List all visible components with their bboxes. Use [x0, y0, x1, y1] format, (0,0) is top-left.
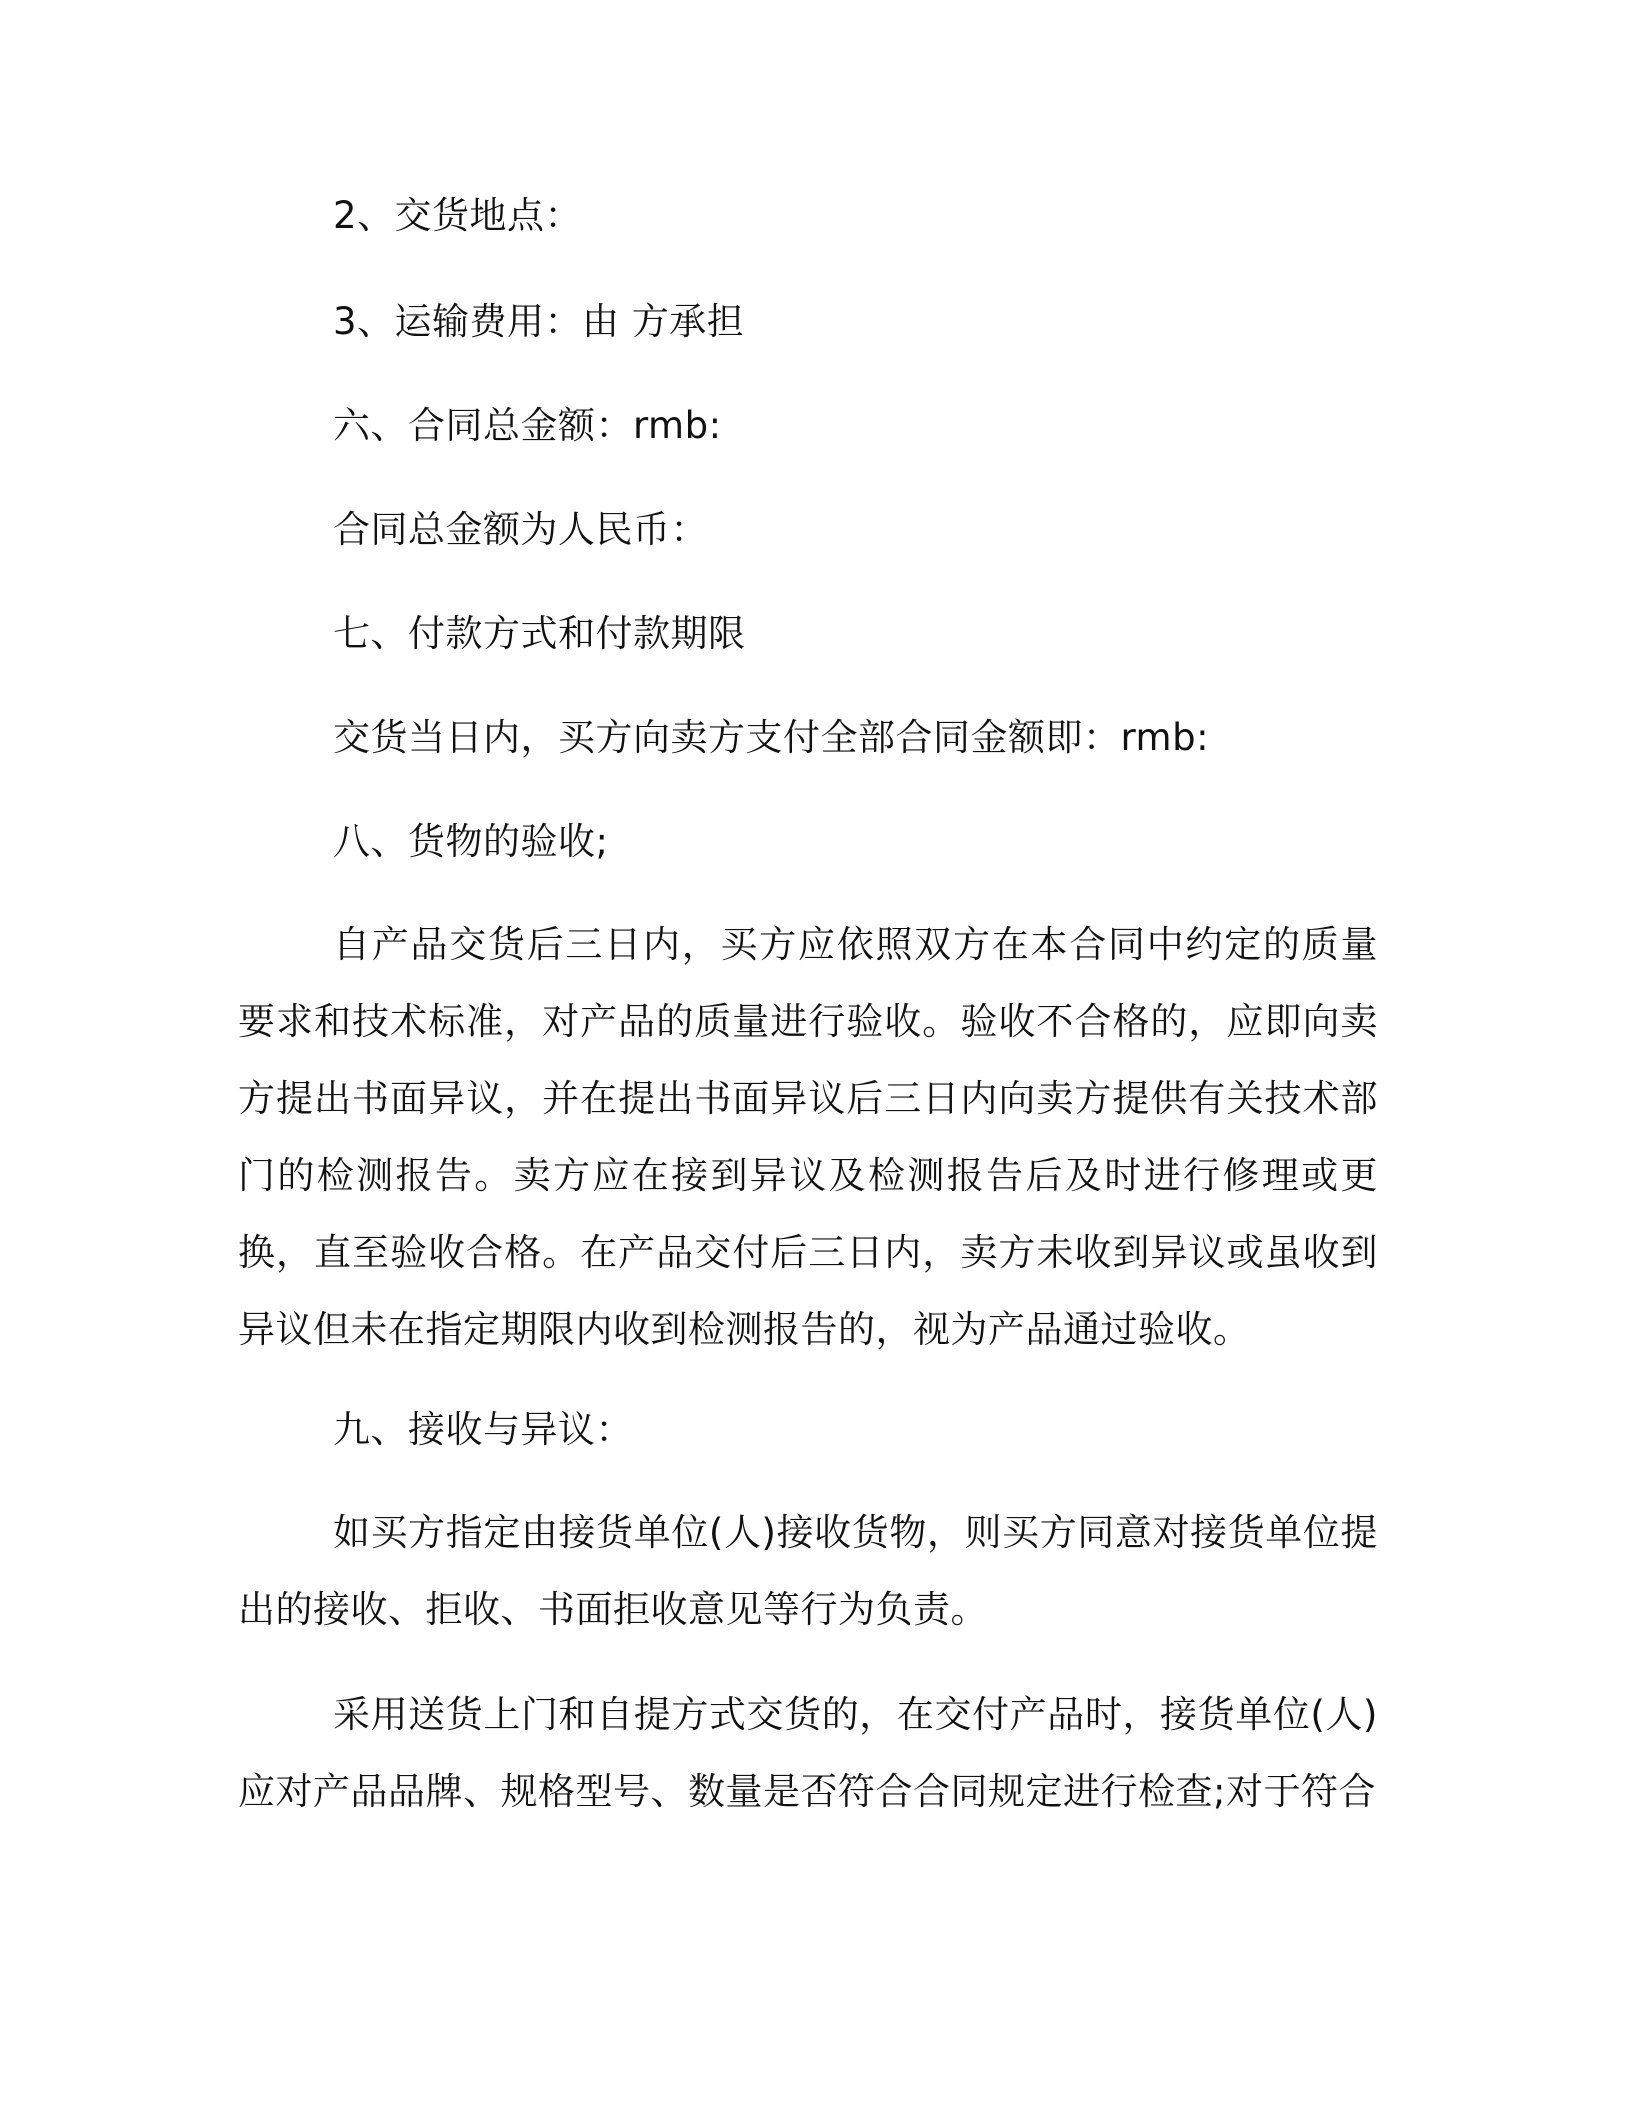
section-total-amount-heading: 六、合同总金额：rmb:: [333, 404, 722, 447]
inspection-paragraph: 自产品交货后三日内，买方应依照双方在本合同中约定的质量要求和技术标准，对产品的质量进行验收。验收不合格的，应即向卖方提出书面异议，并在提出书面异议后三日内向卖方提供有关技术部门的检测报告。卖方应在接到异议及检测报告后及时进行修理或更换，直至验收合格。在产品交付后三日内，卖方未收到异议或虽收到异议但未在指定期限内收到检测报告的，视为产品通过验收。: [238, 923, 1378, 1351]
section-payment-heading: 七、付款方式和付款期限: [333, 612, 746, 655]
section-inspection-heading: 八、货物的验收;: [333, 820, 609, 863]
clause-delivery-place: 2、交货地点：: [333, 194, 583, 237]
clause-transport-cost: 3、运输费用：由 方承担: [333, 300, 745, 343]
section-receipt-heading: 九、接收与异议：: [333, 1408, 633, 1451]
delivery-check-paragraph: 采用送货上门和自提方式交货的，在交付产品时，接货单位(人)应对产品品牌、规格型号、数量是否符合合同规定进行检查;对于符合: [238, 1693, 1378, 1813]
payment-terms-line: 交货当日内，买方向卖方支付全部合同金额即：rmb:: [333, 716, 1210, 759]
designated-receiver-paragraph: 如买方指定由接货单位(人)接收货物，则买方同意对接货单位提出的接收、拒收、书面拒收意见等行为负责。: [238, 1511, 1378, 1631]
total-amount-rmb-line: 合同总金额为人民币：: [333, 508, 708, 551]
